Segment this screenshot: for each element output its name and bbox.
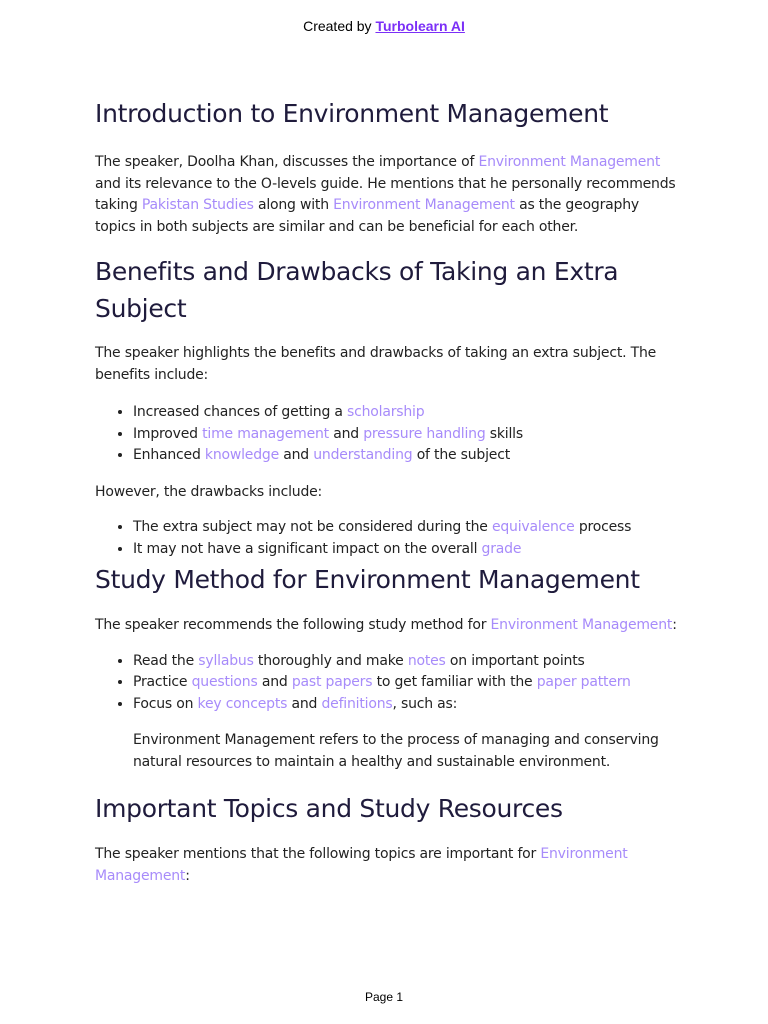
text: The speaker mentions that the following topics are important for	[95, 846, 541, 862]
keyword: paper pattern	[536, 674, 631, 690]
benefits-list	[95, 402, 680, 467]
text: The speaker, Doolha Khan, discusses the importance of	[95, 154, 479, 170]
keyword: definitions	[321, 695, 393, 712]
text: and its relevance to the O-levels guide. He mentions that he personally recommends taking	[95, 175, 676, 213]
keyword: time management	[202, 425, 329, 442]
section-title-intro: Introduction to Environment Management	[95, 99, 609, 128]
text: Increased chances of getting a	[133, 404, 348, 420]
section-title-study-method: Study Method for Environment Management	[95, 565, 640, 594]
text: and	[287, 695, 322, 712]
text: :	[672, 617, 677, 633]
drawbacks-intro-paragraph: However, the drawbacks include:	[95, 483, 323, 500]
text: :	[185, 867, 190, 884]
keyword: equivalence	[491, 519, 575, 535]
keyword: Environment Management	[490, 617, 673, 633]
document-content	[95, 92, 680, 887]
important-topics-intro-paragraph	[95, 844, 680, 887]
keyword: knowledge	[204, 447, 279, 463]
keyword: syllabus	[198, 652, 254, 669]
turbolearn-link[interactable]: Turbolearn AI	[375, 18, 465, 34]
section-title-benefits: Benefits and Drawbacks of Taking an Extra Subject	[95, 257, 619, 323]
keyword: notes	[407, 652, 446, 669]
list-item	[133, 517, 680, 539]
text: , such as:	[392, 695, 458, 712]
list-item	[133, 651, 680, 673]
keyword: key concepts	[197, 695, 288, 712]
text: on important points	[445, 652, 585, 669]
definition-quote: Environment Management refers to the process of managing and conserving natural resources to maintain a healthy and sustainable environment.	[133, 732, 659, 770]
section-title-important-topics: Important Topics and Study Resources	[95, 794, 563, 823]
keyword: scholarship	[347, 404, 425, 420]
text: to get familiar with the	[372, 674, 537, 690]
keyword: Environment Management	[95, 846, 628, 884]
list-item	[133, 539, 680, 561]
list-item	[133, 672, 680, 694]
keyword: Environment Management	[478, 154, 661, 170]
text: Read the	[133, 652, 199, 669]
keyword: Environment Management	[333, 197, 515, 213]
study-method-list	[95, 651, 680, 716]
text: Improved	[133, 425, 203, 442]
text: process	[574, 519, 632, 535]
keyword: pressure handling	[363, 425, 486, 442]
list-item	[133, 694, 680, 716]
text: and	[328, 425, 364, 442]
list-item	[133, 424, 680, 446]
keyword: Pakistan Studies	[141, 197, 254, 213]
text: of the subject	[412, 447, 511, 463]
drawbacks-list	[95, 517, 680, 560]
created-by-line	[0, 18, 768, 34]
keyword: understanding	[313, 447, 413, 463]
text: and	[279, 447, 314, 463]
list-item	[133, 445, 680, 467]
list-item	[133, 402, 680, 424]
text: along with	[253, 197, 334, 213]
benefits-intro-paragraph: The speaker highlights the benefits and drawbacks of taking an extra subject. The benefits include:	[95, 345, 657, 383]
created-by-prefix: Created by	[303, 18, 376, 34]
keyword: past papers	[291, 674, 373, 690]
text: Enhanced	[133, 447, 205, 463]
intro-paragraph	[95, 152, 680, 238]
page-number: Page 1	[364, 990, 404, 1004]
text: The extra subject may not be considered during the	[133, 519, 492, 535]
keyword: questions	[191, 674, 258, 690]
keyword: grade	[481, 540, 522, 557]
text: It may not have a significant impact on the overall	[133, 540, 482, 557]
study-method-intro-paragraph	[95, 615, 680, 637]
text: and	[257, 674, 292, 690]
text: Focus on	[133, 695, 198, 712]
text: as the geography topics in both subjects are similar and can be beneficial for each other.	[95, 197, 639, 235]
text: thoroughly and make	[253, 652, 408, 669]
text: Practice	[133, 674, 192, 690]
text: skills	[485, 425, 523, 442]
text: The speaker recommends the following study method for	[95, 617, 491, 633]
